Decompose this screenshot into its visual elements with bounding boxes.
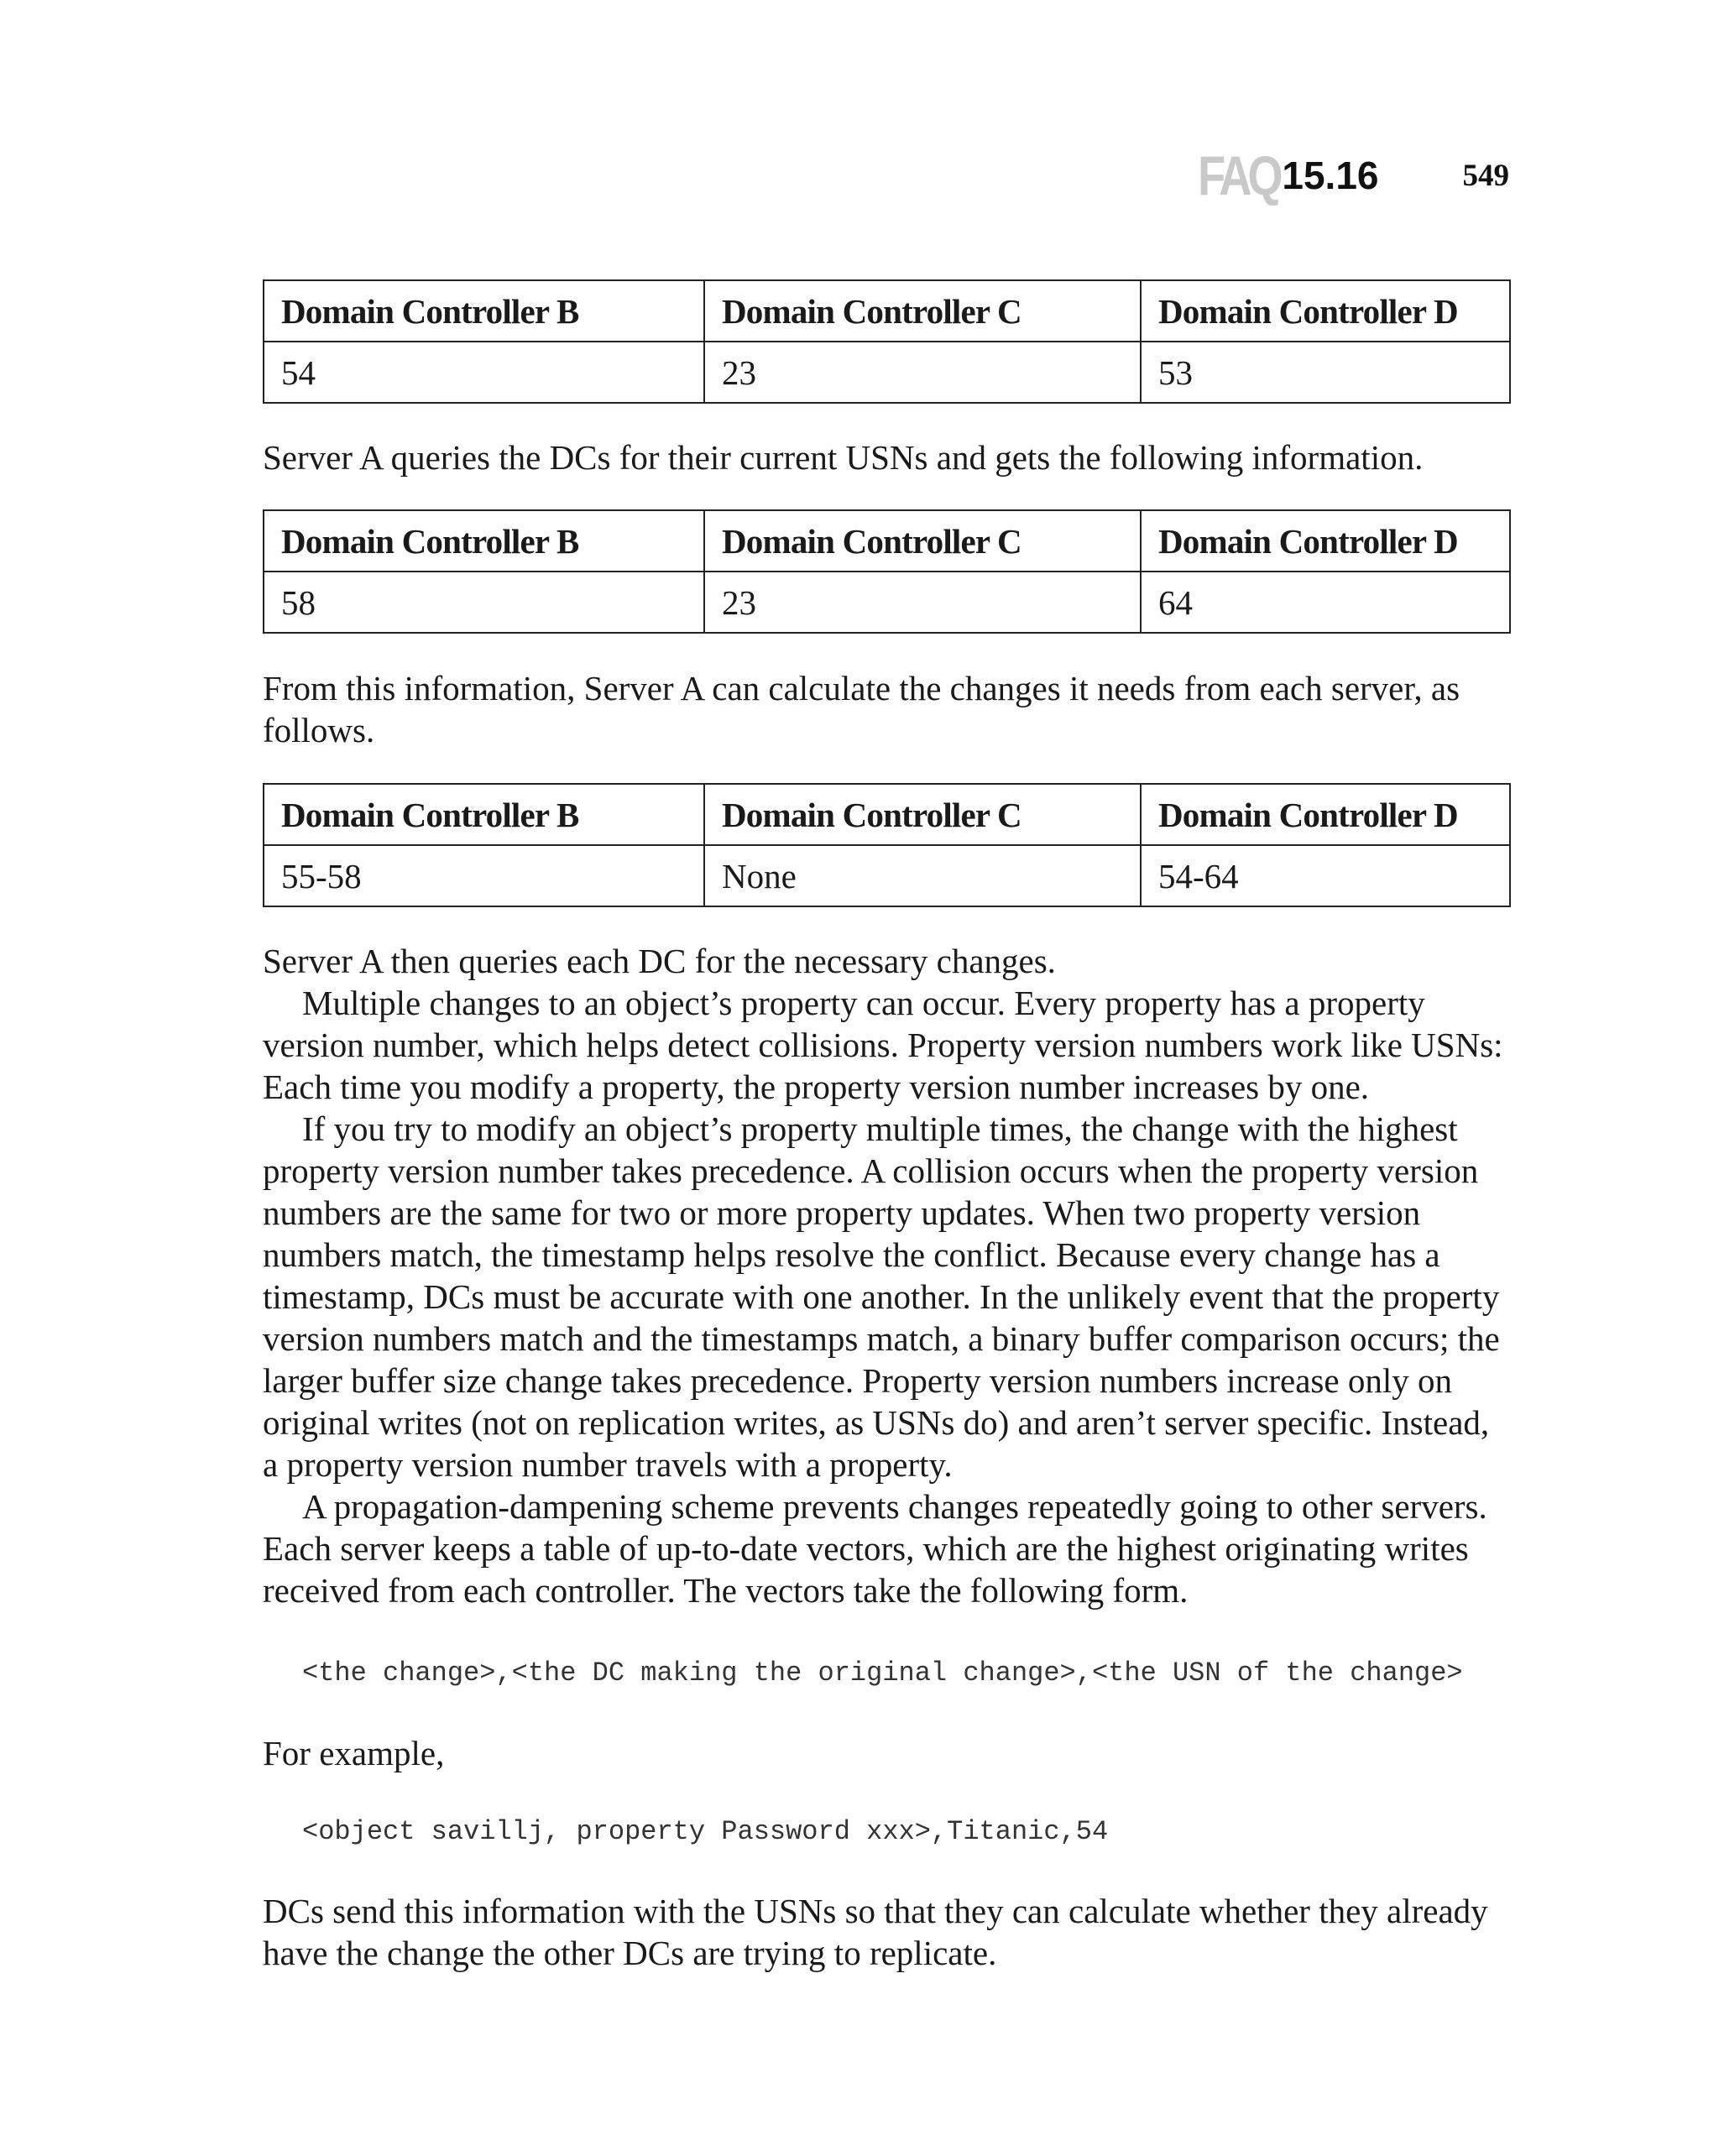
table-cell: None bbox=[704, 845, 1141, 906]
column-header: Domain Controller B bbox=[264, 784, 704, 845]
code-vector-example: <object savillj, property Password xxx>,Titanic,54 bbox=[302, 1816, 1109, 1847]
column-header: Domain Controller C bbox=[704, 784, 1141, 845]
table-cell: 54 bbox=[264, 342, 704, 403]
table-row bbox=[264, 572, 1510, 633]
body-text bbox=[263, 940, 1509, 1611]
paragraph: DCs send this information with the USNs so that they can calculate whether they already have the change the other DCs are trying to replicate. bbox=[263, 1892, 1488, 1972]
column-header: Domain Controller B bbox=[264, 280, 704, 342]
table-cell: 64 bbox=[1141, 572, 1510, 633]
table-cell: 54-64 bbox=[1141, 845, 1510, 906]
paragraph: If you try to modify an object’s property multiple times, the change with the highest property version number takes precedence. A collision occurs when the property version numbers are the same for two or more property updates. When two property version numbers match, the timestamp helps resolve the conflict. Because every change has a timestamp, DCs must be accurate with one another. In the unlikely event that the property version numbers match and the timestamps match, a binary buffer comparison occurs; the larger buffer size change takes precedence. Property version numbers increase only on original writes (not on replication writes, as USNs do) and aren’t server specific. Instead, a property version number travels with a property. bbox=[263, 1109, 1500, 1484]
column-header: Domain Controller C bbox=[704, 280, 1141, 342]
column-header: Domain Controller D bbox=[1141, 510, 1510, 572]
paragraph: From this information, Server A can calculate the changes it needs from each server, as follows. bbox=[263, 669, 1460, 749]
faq-logo: FAQ bbox=[1197, 144, 1279, 206]
table-row bbox=[264, 342, 1510, 403]
table-cell: 58 bbox=[264, 572, 704, 633]
column-header: Domain Controller D bbox=[1141, 280, 1510, 342]
table-header-row bbox=[264, 280, 1510, 342]
code-vector-form: <the change>,<the DC making the original change>,<the USN of the change> bbox=[302, 1657, 1463, 1689]
column-header: Domain Controller B bbox=[264, 510, 704, 572]
table-cell: 23 bbox=[704, 342, 1141, 403]
table-cell: 23 bbox=[704, 572, 1141, 633]
table-header-row bbox=[264, 510, 1510, 572]
usn-table-changes bbox=[263, 783, 1511, 907]
usn-table-current bbox=[263, 509, 1511, 634]
paragraph: Server A then queries each DC for the necessary changes. bbox=[263, 942, 1056, 980]
paragraph: Server A queries the DCs for their current USNs and gets the following information. bbox=[263, 438, 1424, 477]
paragraph: A propagation-dampening scheme prevents changes repeatedly going to other servers. Each server keeps a table of up-to-date vectors, which are the highest originating writes received from each controller. The vectors take the following form. bbox=[263, 1487, 1487, 1610]
section-number: 15.16 bbox=[1282, 154, 1379, 197]
paragraph: For example, bbox=[263, 1734, 445, 1772]
table-cell: 53 bbox=[1141, 342, 1510, 403]
page-number: 549 bbox=[1462, 158, 1509, 193]
column-header: Domain Controller C bbox=[704, 510, 1141, 572]
table-row bbox=[264, 845, 1510, 906]
running-header bbox=[1180, 144, 1509, 206]
table-cell: 55-58 bbox=[264, 845, 704, 906]
usn-table-known bbox=[263, 279, 1511, 404]
column-header: Domain Controller D bbox=[1141, 784, 1510, 845]
paragraph: Multiple changes to an object’s property can occur. Every property has a property version number, which helps detect collisions. Property version numbers work like USNs: Each time you modify a property, the property version number increases by one. bbox=[263, 984, 1503, 1106]
table-header-row bbox=[264, 784, 1510, 845]
